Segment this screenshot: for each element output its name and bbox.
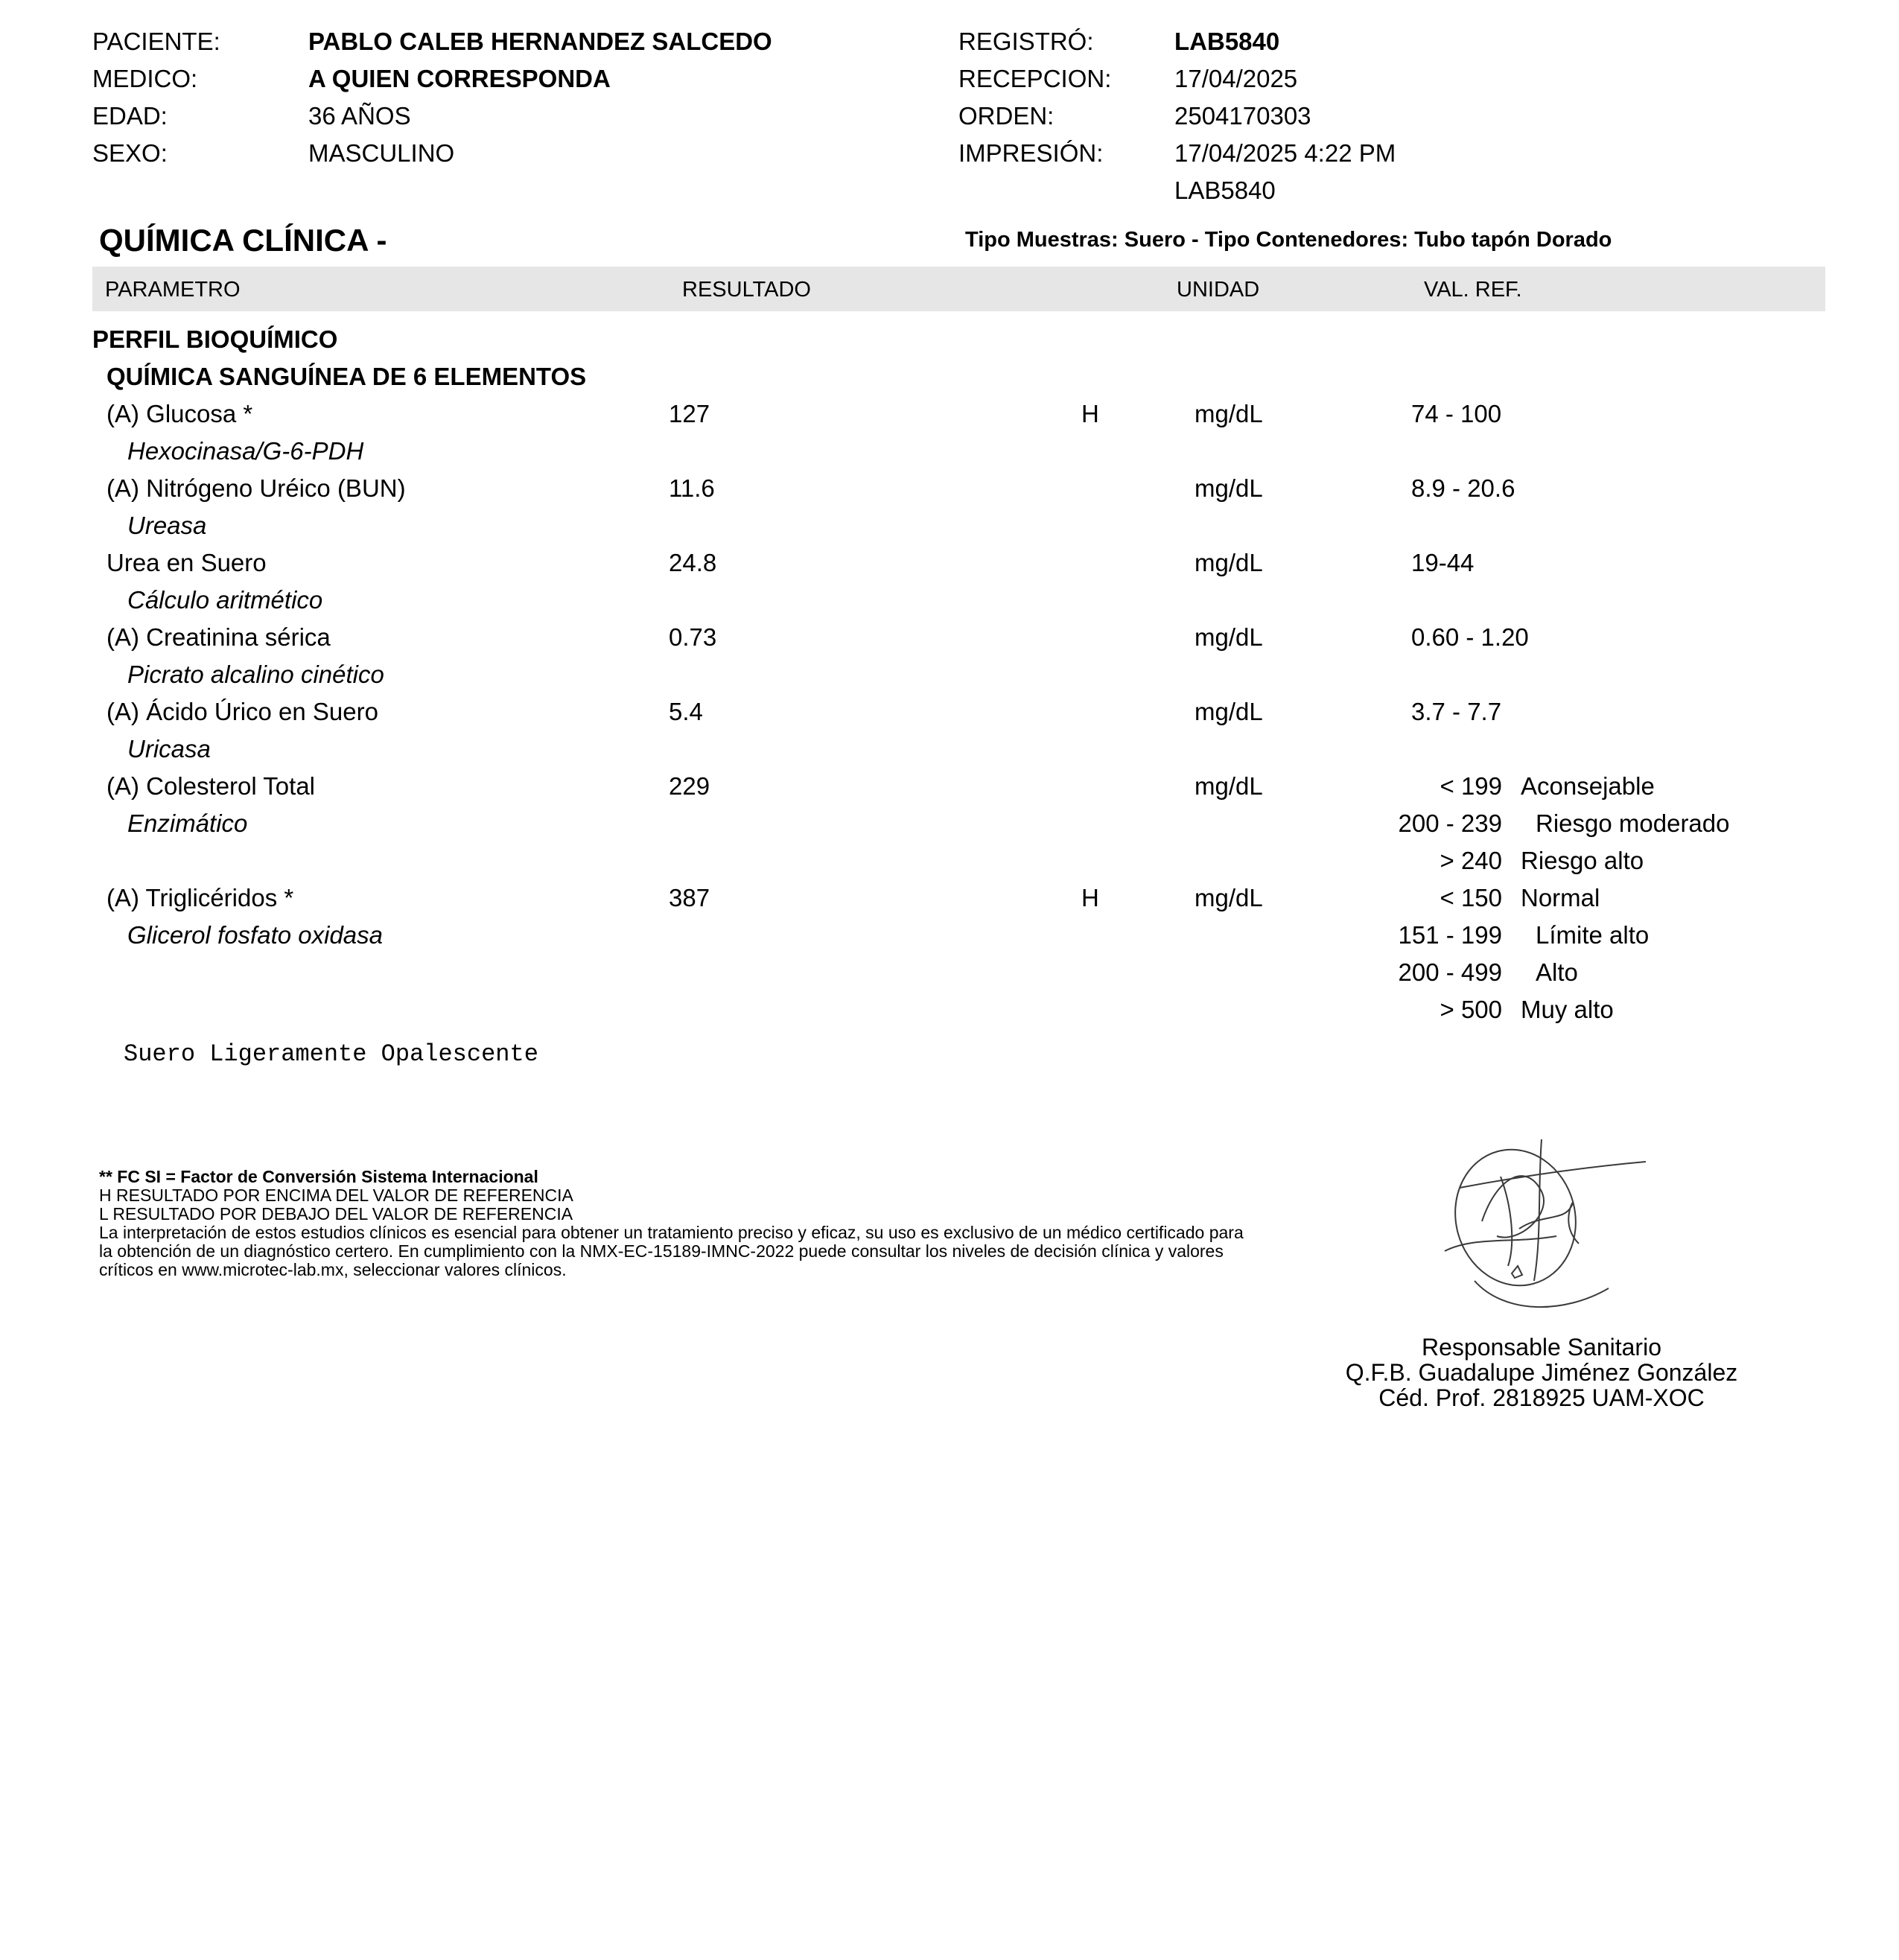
ref-range: 74 - 100 [1411, 400, 1502, 427]
table-header [92, 267, 1825, 311]
row-result: 127 [669, 400, 710, 427]
ref-range: < 150 [1440, 884, 1502, 911]
row-result: 0.73 [669, 623, 717, 651]
row-unit: mg/dL [1195, 474, 1263, 502]
ref-range: 19-44 [1411, 549, 1475, 576]
ref-label: Límite alto [1536, 921, 1650, 949]
ref-label: Normal [1521, 884, 1600, 911]
order-field-value: LAB5840 [1174, 176, 1276, 204]
order-field-label: REGISTRÓ: [958, 28, 1094, 55]
row-unit: mg/dL [1195, 884, 1263, 911]
patient-field-value: MASCULINO [308, 139, 455, 167]
order-field-label: RECEPCION: [958, 65, 1112, 92]
row-unit: mg/dL [1195, 698, 1263, 725]
footer-fc-si: ** FC SI = Factor de Conversión Sistema Internacional [99, 1167, 538, 1186]
ref-range: 3.7 - 7.7 [1411, 698, 1502, 725]
row-method: Uricasa [127, 735, 211, 763]
ref-range: < 199 [1440, 772, 1502, 800]
footer-h-legend: H RESULTADO POR ENCIMA DEL VALOR DE REFERENCIA [99, 1186, 573, 1205]
row-method: Glicerol fosfato oxidasa [127, 921, 384, 949]
patient-field-label: EDAD: [92, 102, 168, 130]
order-field-value: LAB5840 [1174, 28, 1280, 55]
row-flag: H [1081, 400, 1099, 427]
patient-field-label: SEXO: [92, 139, 168, 167]
ref-range: 200 - 499 [1398, 958, 1502, 986]
patient-field-value: PABLO CALEB HERNANDEZ SALCEDO [308, 28, 772, 55]
header-val-ref: VAL. REF. [1424, 278, 1522, 302]
row-method: Hexocinasa/G-6-PDH [127, 437, 364, 465]
subgroup-title: QUÍMICA SANGUÍNEA DE 6 ELEMENTOS [106, 363, 587, 390]
ref-label: Aconsejable [1521, 772, 1655, 800]
signature-block [1281, 1334, 1802, 1410]
row-unit: mg/dL [1195, 549, 1263, 576]
row-parameter: (A) Creatinina sérica [106, 623, 331, 651]
sample-info: Tipo Muestras: Suero - Tipo Contenedores: Tubo tapón Dorado [965, 228, 1612, 252]
row-result: 24.8 [669, 549, 717, 576]
handwritten-signature [1430, 1132, 1653, 1318]
row-parameter: Urea en Suero [106, 549, 267, 576]
ref-label: Alto [1536, 958, 1578, 986]
row-parameter: (A) Glucosa * [106, 400, 253, 427]
row-result: 229 [669, 772, 710, 800]
row-unit: mg/dL [1195, 400, 1263, 427]
row-parameter: (A) Ácido Úrico en Suero [106, 698, 378, 725]
patient-field-value: 36 AÑOS [308, 102, 411, 130]
header-resultado: RESULTADO [682, 278, 811, 302]
order-field-value: 17/04/2025 4:22 PM [1174, 139, 1396, 167]
ref-range: 8.9 - 20.6 [1411, 474, 1515, 502]
signature-title: Responsable Sanitario [1422, 1334, 1661, 1361]
ref-label: Riesgo moderado [1536, 809, 1730, 837]
ref-label: Riesgo alto [1521, 847, 1644, 874]
signature-license: Céd. Prof. 2818925 UAM-XOC [1378, 1384, 1705, 1411]
signature-name: Q.F.B. Guadalupe Jiménez González [1345, 1359, 1738, 1386]
row-result: 5.4 [669, 698, 703, 725]
footer-disclaimer: La interpretación de estos estudios clínicos es esencial para obtener un tratamiento preciso y eficaz, su uso es exclusivo de un médico certificado para la obtención de un diagnóstico certero. En cumplimiento con la NMX-EC-15189-IMNC-2022 puede consultar los niveles de decisión clínica y valores críticos en www.microtec-lab.mx, seleccionar valores clínicos. [99, 1223, 1244, 1279]
row-result: 11.6 [669, 474, 715, 502]
header-unidad: UNIDAD [1177, 278, 1260, 302]
ref-range: > 500 [1440, 996, 1502, 1023]
ref-label: Muy alto [1521, 996, 1614, 1023]
footer-l-legend: L RESULTADO POR DEBAJO DEL VALOR DE REFERENCIA [99, 1204, 573, 1224]
row-method: Picrato alcalino cinético [127, 661, 384, 688]
order-field-value: 2504170303 [1174, 102, 1311, 130]
row-parameter: (A) Nitrógeno Uréico (BUN) [106, 474, 406, 502]
order-field-value: 17/04/2025 [1174, 65, 1298, 92]
observation-note: Suero Ligeramente Opalescente [124, 1040, 538, 1068]
row-method: Cálculo aritmético [127, 586, 323, 614]
row-unit: mg/dL [1195, 623, 1263, 651]
ref-range: > 240 [1440, 847, 1502, 874]
patient-field-value: A QUIEN CORRESPONDA [308, 65, 611, 92]
row-unit: mg/dL [1195, 772, 1263, 800]
row-method: Enzimático [127, 809, 248, 837]
order-field-label: ORDEN: [958, 102, 1055, 130]
section-title: QUÍMICA CLÍNICA - [99, 223, 387, 258]
row-parameter: (A) Colesterol Total [106, 772, 316, 800]
row-result: 387 [669, 884, 710, 911]
patient-field-label: PACIENTE: [92, 28, 220, 55]
header-parametro: PARAMETRO [105, 278, 241, 302]
ref-range: 200 - 239 [1398, 809, 1502, 837]
group-title: PERFIL BIOQUÍMICO [92, 325, 338, 353]
footer-notes [99, 1168, 1261, 1279]
order-field-label: IMPRESIÓN: [958, 139, 1104, 167]
ref-range: 151 - 199 [1398, 921, 1502, 949]
row-method: Ureasa [127, 512, 207, 539]
row-parameter: (A) Triglicéridos * [106, 884, 294, 911]
row-flag: H [1081, 884, 1099, 911]
ref-range: 0.60 - 1.20 [1411, 623, 1529, 651]
patient-field-label: MEDICO: [92, 65, 198, 92]
